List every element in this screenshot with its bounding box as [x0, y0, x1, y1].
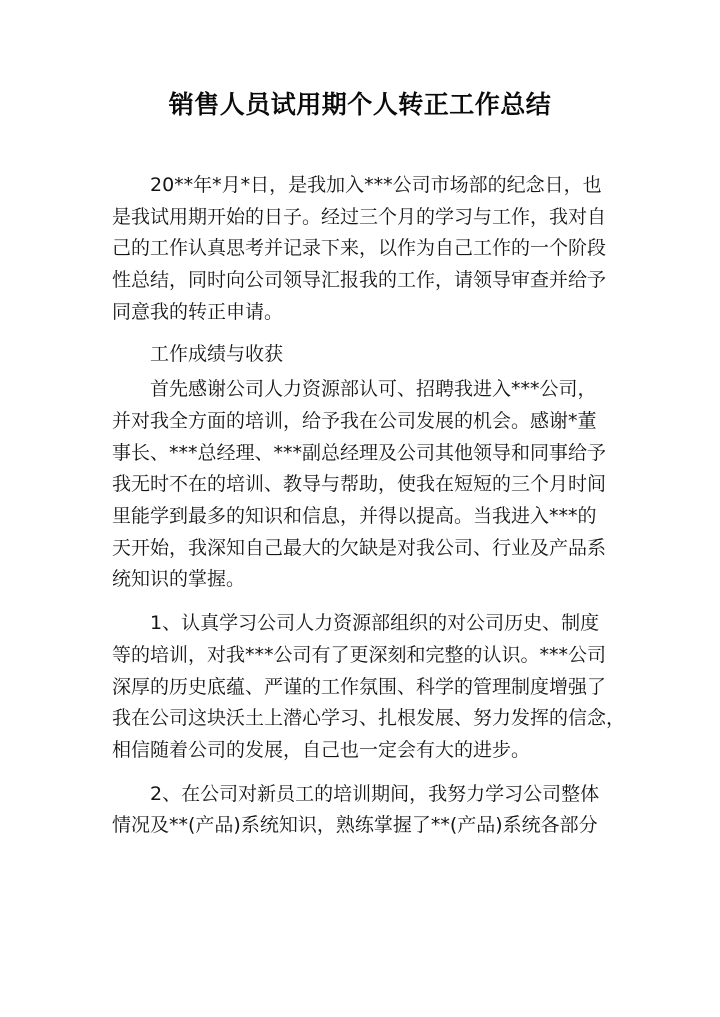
text-line: 同意我的转正申请。: [112, 300, 284, 323]
text-line: 我在公司这块沃土上潜心学习、扎根发展、努力发挥的信念，: [112, 707, 626, 730]
text-line: 统知识的掌握。: [112, 568, 246, 591]
text-line: 己的工作认真思考并记录下来，以作为自己工作的一个阶段: [112, 237, 607, 260]
section-heading: [112, 339, 612, 371]
text-line: 我无时不在的培训、教导与帮助，使我在短短的三个月时间: [112, 473, 607, 496]
text-line: 天开始，我深知自己最大的欠缺是对我公司、行业及产品系: [112, 536, 607, 559]
text-line: 2、在公司对新员工的培训期间，我努力学习公司整体: [150, 782, 600, 805]
document-body: [112, 170, 626, 842]
text-line: 相信随着公司的发展，自己也一定会有大的进步。: [112, 738, 531, 761]
text-line: 并对我全方面的培训，给予我在公司发展的机会。感谢*董: [112, 409, 597, 432]
paragraph-intro: [112, 170, 612, 329]
text-line: 等的培训，对我***公司有了更深刻和完整的认识。***公司: [112, 643, 607, 666]
page-title: 销售人员试用期个人转正工作总结: [168, 90, 552, 119]
paragraph-thanks: [112, 374, 612, 596]
paragraph-item-1: [112, 608, 626, 767]
text-line: 事长、***总经理、***副总经理及公司其他领导和同事给予: [112, 441, 607, 464]
text-line: 深厚的历史底蕴、严谨的工作氛围、科学的管理制度增强了: [112, 675, 607, 698]
text-line: 性总结，同时向公司领导汇报我的工作，请领导审查并给予: [112, 269, 607, 292]
text-line: 里能学到最多的知识和信息，并得以提高。当我进入***的: [112, 505, 597, 528]
text-line: 是我试用期开始的日子。经过三个月的学习与工作，我对自: [112, 205, 607, 228]
text-line: 情况及**(产品)系统知识，熟练掌握了**(产品)系统各部分: [112, 814, 598, 837]
text-line: 20**年*月*日，是我加入***公司市场部的纪念日，也: [150, 174, 602, 196]
text-line: 工作成绩与收获: [150, 342, 284, 365]
paragraph-item-2: [112, 779, 612, 842]
text-line: 1、认真学习公司人力资源部组织的对公司历史、制度: [150, 612, 600, 635]
text-line: 首先感谢公司人力资源部认可、招聘我进入***公司，: [150, 378, 597, 401]
